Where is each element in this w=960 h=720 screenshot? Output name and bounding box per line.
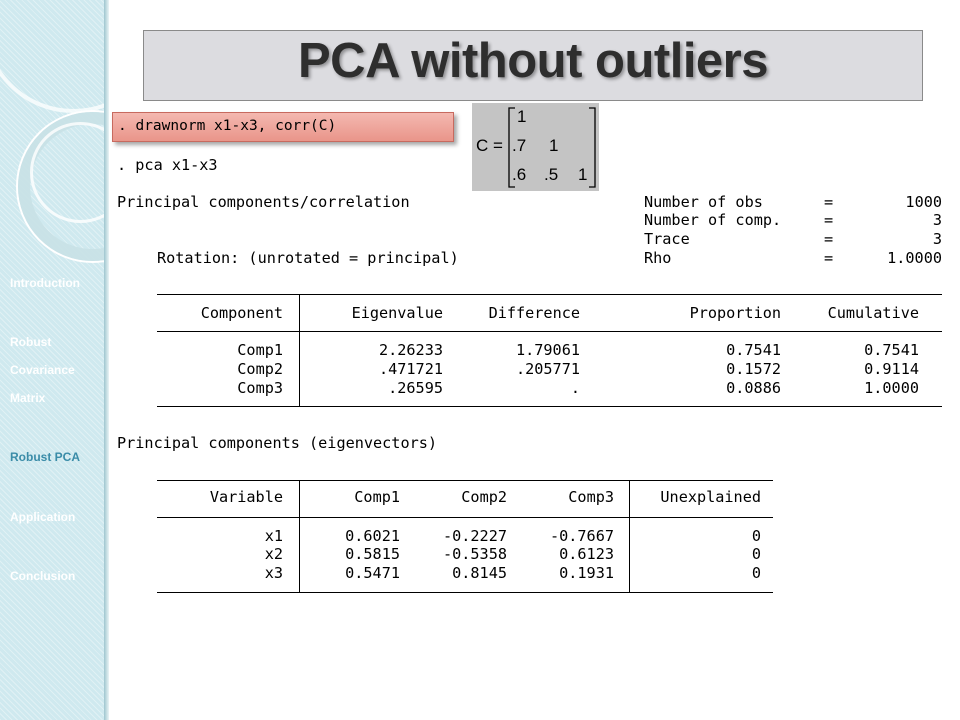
stat-value: 1000 <box>905 193 942 211</box>
column-header: Comp2 <box>461 488 507 506</box>
table-cell: 0.7541 <box>726 341 781 359</box>
eigenvectors-title: Principal components (eigenvectors) <box>117 434 438 452</box>
column-header: Proportion <box>689 304 781 322</box>
column-header: Unexplained <box>660 488 761 506</box>
column-header: Eigenvalue <box>351 304 443 322</box>
pca-command: . pca x1-x3 <box>117 156 218 174</box>
table-cell: 0.0886 <box>726 379 781 397</box>
table-cell: x2 <box>264 545 283 563</box>
sidebar-item-covariance[interactable]: Covariance <box>10 363 75 377</box>
matrix-cell: 1 <box>517 107 527 126</box>
matrix-label: C = <box>476 136 503 155</box>
stat-equals: = <box>824 211 834 229</box>
title-box <box>143 30 923 101</box>
column-header: Cumulative <box>827 304 919 322</box>
table-cell: Comp2 <box>237 360 283 378</box>
table-cell: 0 <box>751 564 761 582</box>
sidebar-item-robust-pca[interactable]: Robust PCA <box>10 450 80 464</box>
stat-value: 3 <box>932 211 942 229</box>
table-cell: -0.2227 <box>442 527 507 545</box>
table-cell: 0.8145 <box>452 564 507 582</box>
stat-name: Number of comp. <box>644 211 782 229</box>
stat-name: Rho <box>644 249 672 267</box>
sidebar-item-robust[interactable]: Robust <box>10 335 52 349</box>
column-header: Comp1 <box>354 488 400 506</box>
table-cell: Comp1 <box>237 341 283 359</box>
sidebar-item-matrix[interactable]: Matrix <box>10 391 46 405</box>
table-cell: .205771 <box>515 360 580 378</box>
drawnorm-command-box <box>112 112 454 142</box>
table-cell: .471721 <box>378 360 443 378</box>
stat-name: Number of obs <box>644 193 763 211</box>
table-cell: -0.5358 <box>442 545 507 563</box>
table-cell: 0.9114 <box>864 360 919 378</box>
slide-title: PCA without outliers <box>298 34 768 88</box>
table-cell: 1.79061 <box>515 341 580 359</box>
table-cell: 0.6123 <box>559 545 614 563</box>
stat-equals: = <box>824 249 834 267</box>
sidebar <box>0 0 104 720</box>
sidebar-item-conclusion[interactable]: Conclusion <box>10 569 76 583</box>
column-header: Difference <box>488 304 580 322</box>
decorative-ring-large <box>0 0 104 113</box>
table-cell: .26595 <box>388 379 443 397</box>
table-cell: x1 <box>264 527 283 545</box>
output-header: Principal components/correlation <box>117 193 410 211</box>
drawnorm-command: . drawnorm x1-x3, corr(C) <box>118 118 337 134</box>
sidebar-item-application[interactable]: Application <box>10 510 76 524</box>
table-cell: 0.6021 <box>345 527 400 545</box>
table-cell: Comp3 <box>237 379 283 397</box>
stat-equals: = <box>824 230 834 248</box>
table-cell: -0.7667 <box>549 527 614 545</box>
matrix-cell: .7 <box>512 136 527 155</box>
column-header: Component <box>200 304 283 322</box>
column-header: Comp3 <box>568 488 614 506</box>
column-header: Variable <box>209 488 283 506</box>
table-cell: . <box>570 379 580 397</box>
sidebar-item-introduction[interactable]: Introduction <box>10 276 80 290</box>
stat-equals: = <box>824 193 834 211</box>
matrix-cell: .6 <box>512 165 527 184</box>
table-cell: 0.5815 <box>345 545 400 563</box>
stat-name: Trace <box>644 230 690 248</box>
table-cell: 0 <box>751 545 761 563</box>
table-cell: 1.0000 <box>864 379 919 397</box>
table-cell: x3 <box>264 564 283 582</box>
sidebar-edge <box>104 0 109 720</box>
table-cell: 0.1931 <box>559 564 614 582</box>
matrix-cell: 1 <box>578 165 588 184</box>
table-cell: 0.5471 <box>345 564 400 582</box>
matrix-cell: .5 <box>544 165 559 184</box>
stat-value: 1.0000 <box>887 249 942 267</box>
table-cell: 0 <box>751 527 761 545</box>
stat-value: 3 <box>932 230 942 248</box>
table-cell: 0.1572 <box>726 360 781 378</box>
correlation-matrix <box>472 103 599 191</box>
matrix-cell: 1 <box>549 136 559 155</box>
rotation-line: Rotation: (unrotated = principal) <box>157 249 459 267</box>
table-cell: 0.7541 <box>864 341 919 359</box>
table-cell: 2.26233 <box>378 341 443 359</box>
